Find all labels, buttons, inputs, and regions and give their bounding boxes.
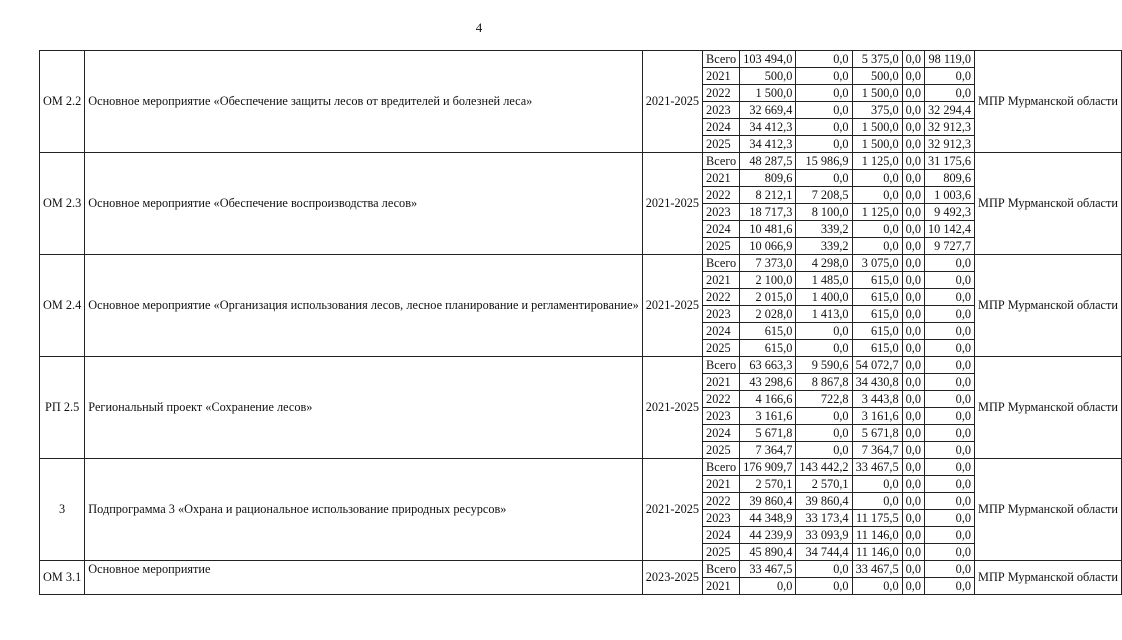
total-cell: 10 481,6: [740, 221, 796, 238]
local-budget-cell: 0,0: [902, 493, 924, 510]
total-cell: 32 669,4: [740, 102, 796, 119]
federal-budget-cell: 339,2: [796, 238, 852, 255]
year-cell: 2022: [703, 187, 740, 204]
measure-code: ОМ 2.3: [40, 153, 85, 255]
regional-budget-cell: 1 500,0: [852, 136, 902, 153]
executor: МПР Мурманской области: [975, 51, 1122, 153]
other-sources-cell: 0,0: [925, 255, 975, 272]
local-budget-cell: 0,0: [902, 68, 924, 85]
other-sources-cell: 9 492,3: [925, 204, 975, 221]
local-budget-cell: 0,0: [902, 357, 924, 374]
local-budget-cell: 0,0: [902, 136, 924, 153]
year-cell: 2025: [703, 340, 740, 357]
table-row: [40, 459, 1122, 476]
other-sources-cell: 0,0: [925, 459, 975, 476]
local-budget-cell: 0,0: [902, 306, 924, 323]
measure-code: РП 2.5: [40, 357, 85, 459]
regional-budget-cell: 3 075,0: [852, 255, 902, 272]
regional-budget-cell: 0,0: [852, 221, 902, 238]
executor: МПР Мурманской области: [975, 459, 1122, 561]
measure-description: Основное мероприятие «Обеспечение воспроизводства лесов»: [85, 153, 642, 255]
total-cell: 7 364,7: [740, 442, 796, 459]
total-cell: 103 494,0: [740, 51, 796, 68]
regional-budget-cell: 615,0: [852, 323, 902, 340]
measure-description: Основное мероприятие «Обеспечение защиты лесов от вредителей и болезней леса»: [85, 51, 642, 153]
measure-description: Региональный проект «Сохранение лесов»: [85, 357, 642, 459]
total-cell: 809,6: [740, 170, 796, 187]
regional-budget-cell: 11 175,5: [852, 510, 902, 527]
federal-budget-cell: 0,0: [796, 340, 852, 357]
total-cell: 34 412,3: [740, 136, 796, 153]
year-cell: 2023: [703, 306, 740, 323]
local-budget-cell: 0,0: [902, 459, 924, 476]
other-sources-cell: 0,0: [925, 340, 975, 357]
total-cell: 4 166,6: [740, 391, 796, 408]
regional-budget-cell: 1 500,0: [852, 119, 902, 136]
federal-budget-cell: 4 298,0: [796, 255, 852, 272]
other-sources-cell: 0,0: [925, 442, 975, 459]
year-cell: Всего: [703, 51, 740, 68]
year-cell: Всего: [703, 561, 740, 578]
regional-budget-cell: 7 364,7: [852, 442, 902, 459]
measure-code: ОМ 2.2: [40, 51, 85, 153]
year-cell: 2024: [703, 527, 740, 544]
year-cell: 2021: [703, 578, 740, 595]
federal-budget-cell: 0,0: [796, 119, 852, 136]
other-sources-cell: 10 142,4: [925, 221, 975, 238]
other-sources-cell: 0,0: [925, 544, 975, 561]
regional-budget-cell: 5 671,8: [852, 425, 902, 442]
other-sources-cell: 0,0: [925, 306, 975, 323]
regional-budget-cell: 0,0: [852, 578, 902, 595]
federal-budget-cell: 0,0: [796, 170, 852, 187]
total-cell: 1 500,0: [740, 85, 796, 102]
year-cell: 2025: [703, 238, 740, 255]
table-row: [40, 51, 1122, 68]
federal-budget-cell: 8 100,0: [796, 204, 852, 221]
federal-budget-cell: 0,0: [796, 442, 852, 459]
executor: МПР Мурманской области: [975, 153, 1122, 255]
year-cell: Всего: [703, 459, 740, 476]
total-cell: 7 373,0: [740, 255, 796, 272]
total-cell: 18 717,3: [740, 204, 796, 221]
total-cell: 33 467,5: [740, 561, 796, 578]
regional-budget-cell: 615,0: [852, 306, 902, 323]
local-budget-cell: 0,0: [902, 425, 924, 442]
year-cell: Всего: [703, 255, 740, 272]
year-cell: 2021: [703, 476, 740, 493]
regional-budget-cell: 1 500,0: [852, 85, 902, 102]
year-cell: 2025: [703, 136, 740, 153]
other-sources-cell: 0,0: [925, 68, 975, 85]
federal-budget-cell: 0,0: [796, 561, 852, 578]
regional-budget-cell: 1 125,0: [852, 204, 902, 221]
regional-budget-cell: 615,0: [852, 272, 902, 289]
local-budget-cell: 0,0: [902, 544, 924, 561]
federal-budget-cell: 39 860,4: [796, 493, 852, 510]
other-sources-cell: 0,0: [925, 425, 975, 442]
other-sources-cell: 809,6: [925, 170, 975, 187]
total-cell: 2 015,0: [740, 289, 796, 306]
year-cell: 2021: [703, 68, 740, 85]
local-budget-cell: 0,0: [902, 119, 924, 136]
local-budget-cell: 0,0: [902, 153, 924, 170]
regional-budget-cell: 375,0: [852, 102, 902, 119]
local-budget-cell: 0,0: [902, 374, 924, 391]
federal-budget-cell: 15 986,9: [796, 153, 852, 170]
other-sources-cell: 1 003,6: [925, 187, 975, 204]
local-budget-cell: 0,0: [902, 510, 924, 527]
local-budget-cell: 0,0: [902, 476, 924, 493]
year-cell: 2025: [703, 442, 740, 459]
executor: МПР Мурманской области: [975, 357, 1122, 459]
total-cell: 2 028,0: [740, 306, 796, 323]
local-budget-cell: 0,0: [902, 221, 924, 238]
total-cell: 34 412,3: [740, 119, 796, 136]
other-sources-cell: 0,0: [925, 408, 975, 425]
year-cell: 2022: [703, 85, 740, 102]
total-cell: 0,0: [740, 578, 796, 595]
local-budget-cell: 0,0: [902, 408, 924, 425]
regional-budget-cell: 0,0: [852, 238, 902, 255]
implementation-period: 2021-2025: [642, 153, 702, 255]
federal-budget-cell: 1 413,0: [796, 306, 852, 323]
year-cell: 2023: [703, 510, 740, 527]
year-cell: Всего: [703, 153, 740, 170]
table-row: [40, 255, 1122, 272]
table-row: [40, 357, 1122, 374]
total-cell: 500,0: [740, 68, 796, 85]
other-sources-cell: 0,0: [925, 578, 975, 595]
other-sources-cell: 0,0: [925, 272, 975, 289]
year-cell: 2022: [703, 493, 740, 510]
other-sources-cell: 0,0: [925, 476, 975, 493]
regional-budget-cell: 615,0: [852, 289, 902, 306]
federal-budget-cell: 0,0: [796, 425, 852, 442]
local-budget-cell: 0,0: [902, 272, 924, 289]
measure-code: ОМ 2.4: [40, 255, 85, 357]
federal-budget-cell: 0,0: [796, 578, 852, 595]
total-cell: 44 348,9: [740, 510, 796, 527]
year-cell: 2024: [703, 425, 740, 442]
executor: МПР Мурманской области: [975, 561, 1122, 595]
federal-budget-cell: 143 442,2: [796, 459, 852, 476]
local-budget-cell: 0,0: [902, 170, 924, 187]
implementation-period: 2021-2025: [642, 51, 702, 153]
table-body: [40, 51, 1122, 595]
total-cell: 45 890,4: [740, 544, 796, 561]
year-cell: 2022: [703, 289, 740, 306]
local-budget-cell: 0,0: [902, 85, 924, 102]
total-cell: 615,0: [740, 323, 796, 340]
total-cell: 39 860,4: [740, 493, 796, 510]
measure-description: Основное мероприятие «Организация использования лесов, лесное планирование и регламентирование»: [85, 255, 642, 357]
local-budget-cell: 0,0: [902, 187, 924, 204]
other-sources-cell: 0,0: [925, 357, 975, 374]
other-sources-cell: 0,0: [925, 85, 975, 102]
measure-description: Основное мероприятие: [85, 561, 642, 595]
local-budget-cell: 0,0: [902, 527, 924, 544]
local-budget-cell: 0,0: [902, 255, 924, 272]
local-budget-cell: 0,0: [902, 323, 924, 340]
year-cell: 2021: [703, 170, 740, 187]
year-cell: Всего: [703, 357, 740, 374]
executor: МПР Мурманской области: [975, 255, 1122, 357]
federal-budget-cell: 7 208,5: [796, 187, 852, 204]
local-budget-cell: 0,0: [902, 442, 924, 459]
local-budget-cell: 0,0: [902, 391, 924, 408]
regional-budget-cell: 33 467,5: [852, 459, 902, 476]
other-sources-cell: 9 727,7: [925, 238, 975, 255]
other-sources-cell: 0,0: [925, 374, 975, 391]
local-budget-cell: 0,0: [902, 102, 924, 119]
implementation-period: 2021-2025: [642, 255, 702, 357]
year-cell: 2023: [703, 408, 740, 425]
table-row: [40, 561, 1122, 578]
regional-budget-cell: 5 375,0: [852, 51, 902, 68]
measure-code: ОМ 3.1: [40, 561, 85, 595]
federal-budget-cell: 33 173,4: [796, 510, 852, 527]
year-cell: 2021: [703, 374, 740, 391]
other-sources-cell: 32 912,3: [925, 119, 975, 136]
budget-table: [39, 50, 1122, 595]
regional-budget-cell: 11 146,0: [852, 544, 902, 561]
federal-budget-cell: 33 093,9: [796, 527, 852, 544]
total-cell: 8 212,1: [740, 187, 796, 204]
other-sources-cell: 0,0: [925, 391, 975, 408]
local-budget-cell: 0,0: [902, 340, 924, 357]
regional-budget-cell: 500,0: [852, 68, 902, 85]
regional-budget-cell: 0,0: [852, 493, 902, 510]
federal-budget-cell: 0,0: [796, 136, 852, 153]
local-budget-cell: 0,0: [902, 204, 924, 221]
implementation-period: 2021-2025: [642, 459, 702, 561]
total-cell: 63 663,3: [740, 357, 796, 374]
other-sources-cell: 31 175,6: [925, 153, 975, 170]
total-cell: 615,0: [740, 340, 796, 357]
implementation-period: 2023-2025: [642, 561, 702, 595]
page-number: 4: [475, 20, 483, 35]
local-budget-cell: 0,0: [902, 289, 924, 306]
federal-budget-cell: 0,0: [796, 408, 852, 425]
regional-budget-cell: 3 443,8: [852, 391, 902, 408]
federal-budget-cell: 8 867,8: [796, 374, 852, 391]
federal-budget-cell: 0,0: [796, 323, 852, 340]
regional-budget-cell: 0,0: [852, 170, 902, 187]
local-budget-cell: 0,0: [902, 51, 924, 68]
other-sources-cell: 0,0: [925, 289, 975, 306]
table-row: [40, 153, 1122, 170]
federal-budget-cell: 9 590,6: [796, 357, 852, 374]
year-cell: 2023: [703, 204, 740, 221]
other-sources-cell: 0,0: [925, 527, 975, 544]
federal-budget-cell: 0,0: [796, 68, 852, 85]
local-budget-cell: 0,0: [902, 561, 924, 578]
regional-budget-cell: 0,0: [852, 187, 902, 204]
federal-budget-cell: 2 570,1: [796, 476, 852, 493]
total-cell: 5 671,8: [740, 425, 796, 442]
regional-budget-cell: 615,0: [852, 340, 902, 357]
total-cell: 44 239,9: [740, 527, 796, 544]
other-sources-cell: 98 119,0: [925, 51, 975, 68]
local-budget-cell: 0,0: [902, 238, 924, 255]
total-cell: 10 066,9: [740, 238, 796, 255]
total-cell: 176 909,7: [740, 459, 796, 476]
year-cell: 2025: [703, 544, 740, 561]
regional-budget-cell: 34 430,8: [852, 374, 902, 391]
regional-budget-cell: 3 161,6: [852, 408, 902, 425]
measure-code: 3: [40, 459, 85, 561]
other-sources-cell: 0,0: [925, 493, 975, 510]
other-sources-cell: 32 294,4: [925, 102, 975, 119]
federal-budget-cell: 339,2: [796, 221, 852, 238]
other-sources-cell: 0,0: [925, 510, 975, 527]
year-cell: 2023: [703, 102, 740, 119]
other-sources-cell: 0,0: [925, 323, 975, 340]
measure-description: Подпрограмма 3 «Охрана и рациональное использование природных ресурсов»: [85, 459, 642, 561]
federal-budget-cell: 34 744,4: [796, 544, 852, 561]
total-cell: 3 161,6: [740, 408, 796, 425]
regional-budget-cell: 0,0: [852, 476, 902, 493]
year-cell: 2024: [703, 119, 740, 136]
other-sources-cell: 0,0: [925, 561, 975, 578]
year-cell: 2021: [703, 272, 740, 289]
federal-budget-cell: 0,0: [796, 102, 852, 119]
year-cell: 2024: [703, 323, 740, 340]
other-sources-cell: 32 912,3: [925, 136, 975, 153]
total-cell: 43 298,6: [740, 374, 796, 391]
total-cell: 2 570,1: [740, 476, 796, 493]
local-budget-cell: 0,0: [902, 578, 924, 595]
implementation-period: 2021-2025: [642, 357, 702, 459]
year-cell: 2024: [703, 221, 740, 238]
year-cell: 2022: [703, 391, 740, 408]
regional-budget-cell: 1 125,0: [852, 153, 902, 170]
regional-budget-cell: 33 467,5: [852, 561, 902, 578]
federal-budget-cell: 0,0: [796, 51, 852, 68]
federal-budget-cell: 1 400,0: [796, 289, 852, 306]
regional-budget-cell: 11 146,0: [852, 527, 902, 544]
federal-budget-cell: 722,8: [796, 391, 852, 408]
total-cell: 48 287,5: [740, 153, 796, 170]
federal-budget-cell: 0,0: [796, 85, 852, 102]
total-cell: 2 100,0: [740, 272, 796, 289]
federal-budget-cell: 1 485,0: [796, 272, 852, 289]
regional-budget-cell: 54 072,7: [852, 357, 902, 374]
